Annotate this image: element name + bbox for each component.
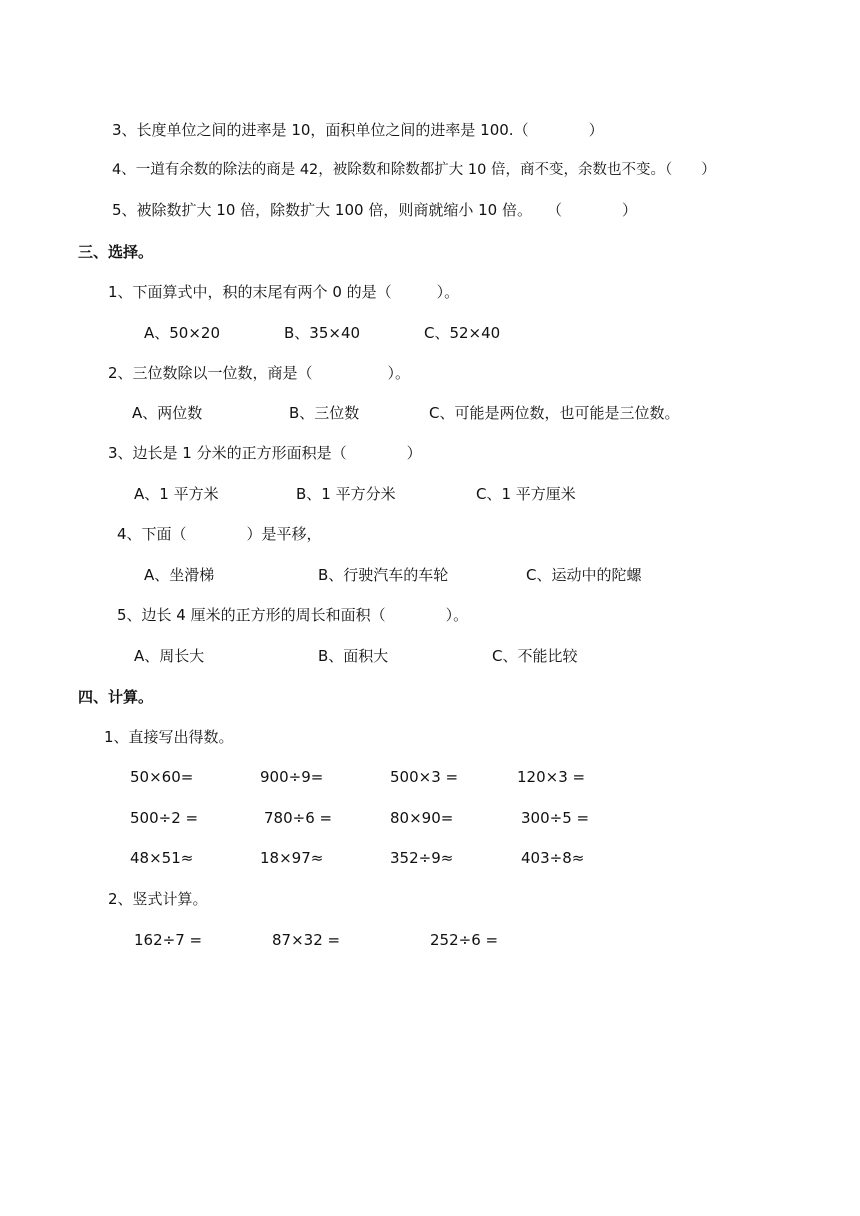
calc-expr: 252÷6 = <box>430 931 499 949</box>
choice-heading: 三、选择。 <box>78 243 154 261</box>
calc-expr: 900÷9= <box>260 768 324 786</box>
choice-q5-stem: 5、边长 4 厘米的正方形的周长和面积（ ）。 <box>117 606 469 624</box>
calc-expr: 500÷2 = <box>130 809 199 827</box>
calc-expr: 300÷5 = <box>521 809 590 827</box>
choice-q4-option-c: C、运动中的陀螺 <box>526 566 642 584</box>
choice-q3-option-c: C、1 平方厘米 <box>476 485 576 503</box>
calc-expr: 352÷9≈ <box>390 849 454 867</box>
choice-q1-option-b: B、35×40 <box>284 324 361 342</box>
choice-q3-stem: 3、边长是 1 分米的正方形面积是（ ） <box>108 444 422 462</box>
choice-q1-stem: 1、下面算式中，积的末尾有两个 0 的是（ ）。 <box>108 283 460 301</box>
choice-q3-option-a: A、1 平方米 <box>134 485 219 503</box>
calc-expr: 500×3 = <box>390 768 459 786</box>
choice-q2-option-b: B、三位数 <box>289 404 360 422</box>
calc-sub1: 1、直接写出得数。 <box>104 728 234 746</box>
calc-expr: 162÷7 = <box>134 931 203 949</box>
choice-q1-option-c: C、52×40 <box>424 324 501 342</box>
judge-item-3: 3、长度单位之间的进率是 10，面积单位之间的进率是 100.（ ） <box>112 121 604 139</box>
calc-expr: 48×51≈ <box>130 849 194 867</box>
calc-expr: 403÷8≈ <box>521 849 585 867</box>
calc-expr: 120×3 = <box>517 768 586 786</box>
calc-expr: 80×90= <box>390 809 454 827</box>
choice-q5-option-b: B、面积大 <box>318 647 389 665</box>
calc-expr: 50×60= <box>130 768 194 786</box>
choice-q4-option-a: A、坐滑梯 <box>144 566 215 584</box>
choice-q3-option-b: B、1 平方分米 <box>296 485 396 503</box>
choice-q2-option-a: A、两位数 <box>132 404 203 422</box>
calc-expr: 780÷6 = <box>264 809 333 827</box>
judge-item-5: 5、被除数扩大 10 倍，除数扩大 100 倍，则商就缩小 10 倍。 （ ） <box>112 201 637 219</box>
calc-sub2: 2、竖式计算。 <box>108 890 208 908</box>
choice-q5-option-a: A、周长大 <box>134 647 205 665</box>
choice-q5-option-c: C、不能比较 <box>492 647 578 665</box>
calc-expr: 18×97≈ <box>260 849 324 867</box>
calc-heading: 四、计算。 <box>78 688 154 706</box>
calc-expr: 87×32 = <box>272 931 341 949</box>
choice-q2-stem: 2、三位数除以一位数，商是（ ）。 <box>108 364 411 382</box>
choice-q4-stem: 4、下面（ ）是平移， <box>117 525 322 543</box>
choice-q2-option-c: C、可能是两位数，也可能是三位数。 <box>429 404 680 422</box>
choice-q1-option-a: A、50×20 <box>144 324 221 342</box>
choice-q4-option-b: B、行驶汽车的车轮 <box>318 566 449 584</box>
judge-item-4: 4、一道有余数的除法的商是 42，被除数和除数都扩大 10 倍，商不变，余数也不变。（ ） <box>112 162 716 178</box>
